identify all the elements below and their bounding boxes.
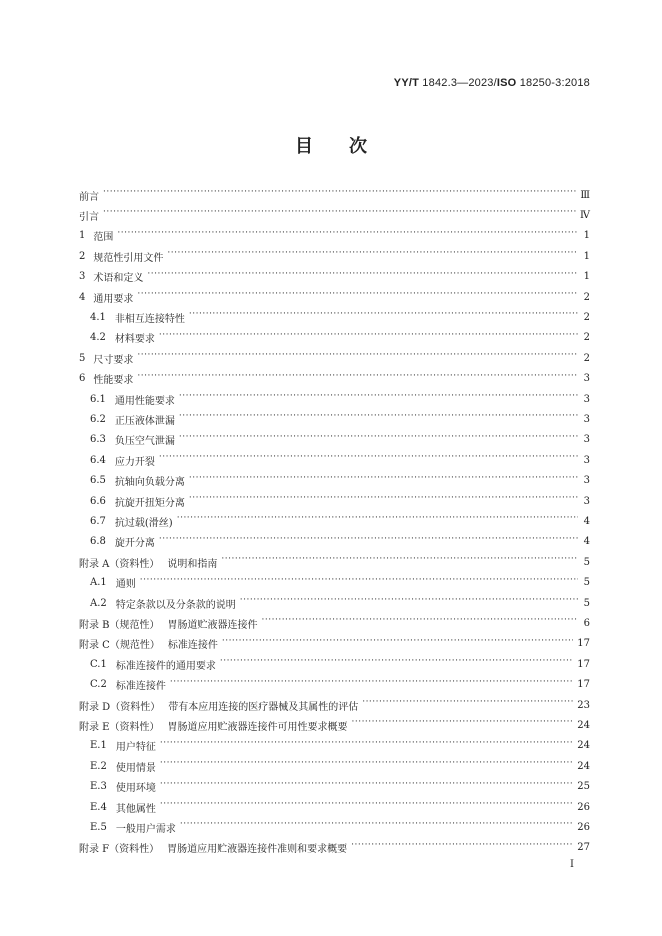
toc-entry-label: 前言 (79, 191, 99, 203)
toc-entry-page: 4 (583, 515, 590, 527)
toc-entry-label: 标准连接件 (115, 681, 166, 693)
toc-entry-label: 材料要求 (114, 334, 155, 346)
toc-entry-number: 2 (79, 250, 86, 262)
toc-leader-dots (137, 352, 578, 364)
standard-code-body: 1842.3—2023/ (419, 77, 497, 89)
toc-leader-dots (220, 658, 573, 670)
toc-entry-number: E.2 (90, 760, 107, 772)
toc-entry-page: 23 (577, 699, 590, 711)
toc-entry-page: 2 (583, 332, 590, 344)
toc-entry[interactable] (79, 205, 590, 225)
toc-leader-dots (240, 597, 578, 609)
toc-entry-number: 附录 D（资料性） (79, 701, 161, 713)
toc-entry-number: 6 (79, 373, 86, 385)
toc-leader-dots (362, 699, 573, 711)
toc-entry-number: 6.5 (90, 475, 106, 487)
toc-entry-page: Ⅳ (580, 209, 590, 221)
toc-entry[interactable] (90, 573, 590, 593)
toc-entry-number: E.4 (90, 801, 107, 813)
toc-entry-page: 2 (583, 352, 590, 364)
toc-leader-dots (221, 556, 578, 568)
toc-entry-label: 通用要求 (93, 293, 134, 305)
toc-entry-page: 3 (583, 434, 590, 446)
toc-entry[interactable] (79, 348, 590, 368)
standard-code (394, 77, 590, 89)
toc-entry-label: 正压液体泄漏 (114, 415, 175, 427)
toc-entry-page: 2 (583, 291, 590, 303)
toc-entry-page: 24 (577, 740, 590, 752)
toc-entry-label: 抗轴向负载分离 (114, 477, 185, 489)
toc-entry-label: 规范性引用文件 (93, 252, 164, 264)
toc-leader-dots (159, 536, 578, 548)
toc-entry[interactable] (90, 328, 590, 348)
toc-entry-page: 5 (583, 597, 590, 609)
toc-entry-page: 2 (583, 311, 590, 323)
toc-entry-page: 27 (577, 842, 590, 854)
toc-entry[interactable] (79, 695, 590, 715)
toc-entry-label: 术语和定义 (93, 273, 144, 285)
toc-entry[interactable] (90, 409, 590, 429)
toc-entry-label: 引言 (79, 211, 99, 223)
toc-entry-page: 24 (577, 719, 590, 731)
toc-entry-page: 3 (583, 413, 590, 425)
toc-entry-number: 6.7 (90, 515, 106, 527)
toc-entry-number: 6.2 (90, 413, 106, 425)
toc-entry-page: 25 (577, 781, 590, 793)
toc-entry-label: 带有本应用连接的医疗器械及其属性的评估 (168, 701, 359, 713)
toc-entry-page: 1 (583, 250, 590, 262)
toc-entry-number: 附录 A（资料性） (79, 558, 160, 570)
toc-entry-label: 使用环境 (115, 783, 156, 795)
toc-leader-dots (159, 332, 578, 344)
toc-entry[interactable] (90, 389, 590, 409)
toc-entry[interactable] (90, 756, 590, 776)
toc-entry-number: 4.2 (90, 332, 106, 344)
toc-entry-label: 其他属性 (115, 803, 156, 815)
toc-entry-number: 4.1 (90, 311, 106, 323)
toc-entry[interactable] (79, 634, 590, 654)
toc-entry-page: 3 (583, 393, 590, 405)
toc-leader-dots (189, 311, 578, 323)
toc-entry-label: 标准连接件的通用要求 (115, 660, 216, 672)
toc-entry[interactable] (90, 797, 590, 817)
toc-entry-label: 性能要求 (93, 375, 134, 387)
toc-entry[interactable] (79, 369, 590, 389)
toc-entry-page: 17 (577, 658, 590, 670)
toc-leader-dots (137, 373, 578, 385)
toc-leader-dots (170, 679, 573, 691)
toc-entry[interactable] (90, 777, 590, 797)
toc-leader-dots (222, 638, 573, 650)
toc-entry-label: 尺寸要求 (93, 354, 134, 366)
toc-entry-label: 用户特征 (115, 742, 156, 754)
toc-leader-dots (160, 740, 573, 752)
toc-entry-label: 负压空气泄漏 (114, 436, 175, 448)
toc-entry-label: 抗旋开扭矩分离 (114, 497, 185, 509)
toc-entry[interactable] (79, 287, 590, 307)
toc-leader-dots (189, 475, 578, 487)
toc-entry-label: 范围 (93, 232, 114, 244)
toc-entry[interactable] (90, 736, 590, 756)
toc-entry[interactable] (90, 471, 590, 491)
toc-entry[interactable] (79, 246, 590, 266)
toc-leader-dots (137, 291, 578, 303)
toc-entry[interactable] (79, 185, 590, 205)
toc-entry-page: 1 (583, 271, 590, 283)
toc-entry-label: 使用情景 (115, 762, 156, 774)
toc-entry-page: 6 (583, 617, 590, 629)
toc-leader-dots (351, 842, 573, 854)
toc-entry-number: 6.6 (90, 495, 106, 507)
toc-entry-page: 24 (577, 760, 590, 772)
toc-entry[interactable] (90, 307, 590, 327)
toc-entry-number: 附录 B（规范性） (79, 619, 160, 631)
toc-entry-page: 3 (583, 454, 590, 466)
toc-entry-number: A.2 (90, 597, 107, 609)
toc-leader-dots (147, 271, 578, 283)
toc-entry-page: 5 (583, 577, 590, 589)
toc-leader-dots (160, 801, 573, 813)
standard-code-prefix: YY/T (393, 77, 420, 89)
toc-entry[interactable] (90, 817, 590, 837)
toc-entry-page: 3 (583, 373, 590, 385)
toc-entry-number: 6.8 (90, 536, 106, 548)
toc-entry-number: A.1 (90, 577, 107, 589)
toc-entry-label: 胃肠道应用贮液器连接件可用性要求概要 (167, 721, 348, 733)
toc-entry-number: 6.3 (90, 434, 106, 446)
toc-entry[interactable] (90, 511, 590, 531)
toc-leader-dots (180, 821, 573, 833)
toc-entry[interactable] (90, 430, 590, 450)
toc-entry-page: Ⅲ (580, 189, 590, 201)
toc-entry-number: 1 (79, 230, 86, 242)
toc-entry-label: 旋开分离 (114, 538, 155, 550)
toc-leader-dots (262, 617, 578, 629)
toc-entry-number: E.5 (90, 821, 107, 833)
toc-leader-dots (351, 719, 573, 731)
toc-entry-page: 17 (577, 638, 590, 650)
toc-entry[interactable] (79, 267, 590, 287)
toc-entry[interactable] (90, 675, 590, 695)
toc-entry-number: 6.4 (90, 454, 106, 466)
toc-entry[interactable] (90, 654, 590, 674)
toc-entry-number: 6.1 (90, 393, 106, 405)
toc-leader-dots (140, 577, 578, 589)
toc-entry[interactable] (90, 532, 590, 552)
toc-entry-number: 附录 F（资料性） (79, 844, 160, 856)
toc-leader-dots (159, 454, 578, 466)
page-number: Ⅰ (570, 859, 574, 870)
toc-entry-label: 一般用户需求 (115, 823, 176, 835)
toc-entry-number: 5 (79, 352, 86, 364)
toc-leader-dots (179, 393, 578, 405)
toc-entry-label: 胃肠道应用贮液器连接件准则和要求概要 (167, 844, 348, 856)
toc-entry-number: 3 (79, 271, 86, 283)
toc-entry-page: 4 (583, 536, 590, 548)
toc-entry-number: 附录 C（规范性） (79, 640, 160, 652)
toc-entry-number: E.1 (90, 740, 107, 752)
toc-entry[interactable] (79, 226, 590, 246)
toc-entry-label: 通则 (115, 579, 136, 591)
toc-leader-dots (177, 515, 578, 527)
toc-leader-dots (160, 760, 573, 772)
toc-entry-number: C.1 (90, 658, 107, 670)
toc-entry[interactable] (79, 838, 590, 858)
standard-code-iso: ISO (496, 77, 517, 89)
toc-entry-page: 26 (577, 801, 590, 813)
toc-leader-dots (179, 434, 578, 446)
toc-leader-dots (117, 230, 578, 242)
toc-entry[interactable] (79, 613, 590, 633)
page-title: 目次 (295, 136, 403, 157)
toc-entry[interactable] (79, 715, 590, 735)
toc-leader-dots (189, 495, 578, 507)
toc-entry-label: 标准连接件 (167, 640, 218, 652)
toc-leader-dots (160, 781, 573, 793)
toc-entry-label: 特定条款以及分条款的说明 (115, 599, 236, 611)
toc-entry-page: 26 (577, 821, 590, 833)
toc-leader-dots (167, 250, 578, 262)
toc-entry-label: 胃肠道贮液器连接件 (167, 619, 258, 631)
toc-entry-page: 17 (577, 679, 590, 691)
toc-entry-label: 应力开裂 (114, 456, 155, 468)
toc-entry-page: 3 (583, 475, 590, 487)
toc-entry-number: E.3 (90, 781, 107, 793)
toc-entry-label: 说明和指南 (167, 558, 218, 570)
toc-leader-dots (179, 413, 578, 425)
toc-entry-page: 3 (583, 495, 590, 507)
toc-leader-dots (103, 209, 576, 221)
toc-entry[interactable] (90, 450, 590, 470)
toc-entry-number: C.2 (90, 679, 107, 691)
toc-entry-label: 抗过载(滑丝) (114, 517, 173, 529)
toc-entry[interactable] (90, 593, 590, 613)
toc-entry-page: 1 (583, 230, 590, 242)
toc-entry-page: 5 (583, 556, 590, 568)
toc-entry[interactable] (90, 491, 590, 511)
toc-entry-number: 4 (79, 291, 86, 303)
standard-code-tail: 18250-3:2018 (516, 77, 590, 89)
toc-entry-label: 通用性能要求 (114, 395, 175, 407)
toc-entry-label: 非相互连接特性 (114, 313, 185, 325)
toc-leader-dots (103, 189, 576, 201)
toc-entry-number: 附录 E（资料性） (79, 721, 160, 733)
toc-entry[interactable] (79, 552, 590, 572)
